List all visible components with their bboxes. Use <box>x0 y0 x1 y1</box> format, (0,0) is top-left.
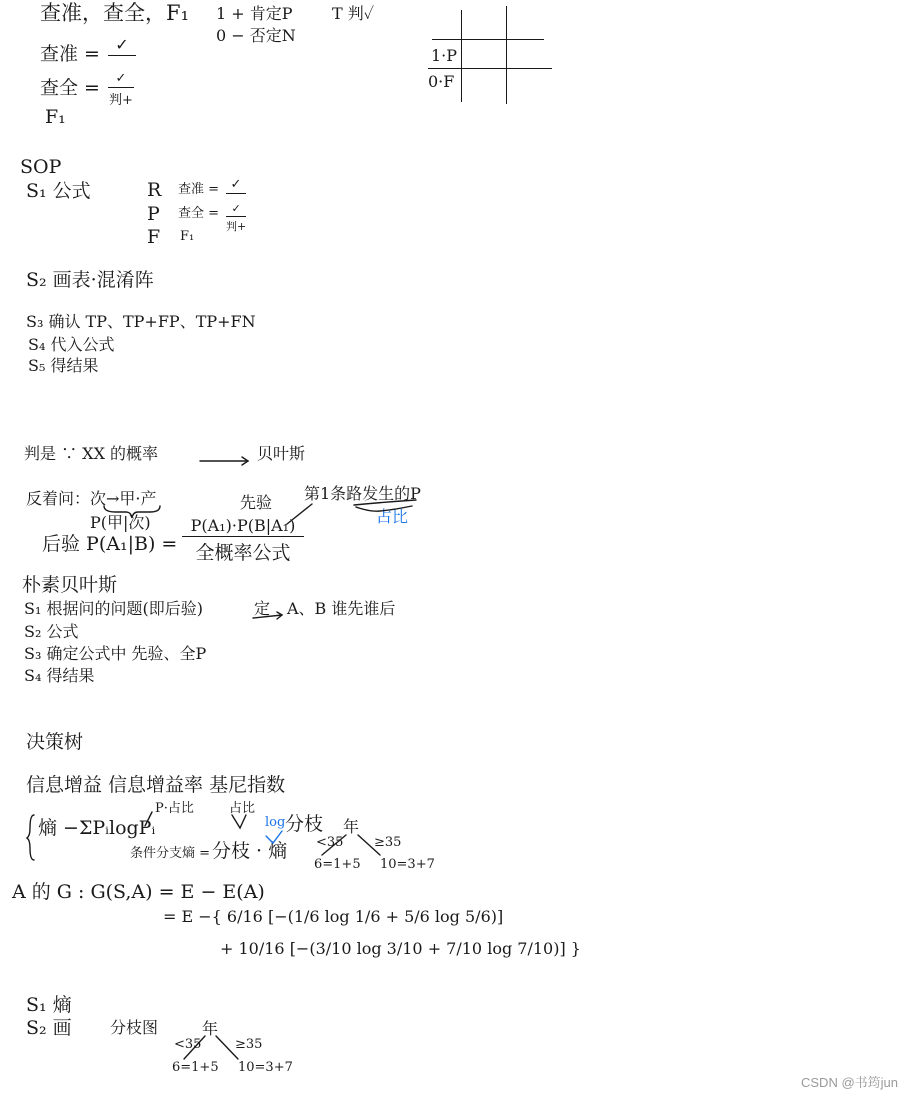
recall-label: 查全 = <box>40 77 100 99</box>
ratio-pointer <box>232 815 246 828</box>
ratio-brace <box>356 506 412 511</box>
bayes-first-path: 第1条路发生的P <box>304 484 421 503</box>
sop-p-text: 查全 = <box>178 206 220 221</box>
table-row-negative: 0·F <box>428 72 455 91</box>
tree-step-2: S₂ 画 <box>26 1017 72 1039</box>
precision-label: 查准 = <box>40 43 100 65</box>
tree-step-1: S₁ 熵 <box>26 994 72 1016</box>
sop-p-denominator: 判+ <box>226 220 247 233</box>
naive-step-2: S₂ 公式 <box>24 622 79 641</box>
tree-terms: 信息增益 信息增益率 基尼指数 <box>26 774 286 796</box>
sop-step-4: S₄ 代入公式 <box>28 335 115 354</box>
tree-right-branch <box>358 835 380 855</box>
recall-numerator: ✓ <box>115 71 127 86</box>
tree2-left-count: 6=1+5 <box>172 1060 219 1075</box>
sop-r-numerator: ✓ <box>230 177 242 192</box>
tree-age-node: 年 <box>343 817 360 836</box>
p-ratio-pointer <box>145 812 152 826</box>
sop-f-text: F₁ <box>180 229 195 244</box>
naive-bayes-title: 朴素贝叶斯 <box>22 574 118 596</box>
table-row-positive: 1·P <box>431 46 458 65</box>
sop-step-1: S₁ 公式 <box>26 180 91 202</box>
bayes-denominator: 全概率公式 <box>195 542 291 564</box>
heading-precision-recall-f1: 查准，查全，F₁ <box>40 1 189 25</box>
tree2-left-branch <box>184 1036 205 1059</box>
tree2-right-branch <box>216 1036 238 1059</box>
tree-right-count: 10=3+7 <box>380 857 435 872</box>
bayes-numerator: P(A₁)·P(B|A₁) <box>190 516 296 535</box>
bayes-given: P(甲|次) <box>90 513 151 532</box>
entropy-p-ratio: P·占比 <box>155 801 194 816</box>
tree-lt35: <35 <box>316 835 344 850</box>
posterior-to-arrow <box>253 615 282 618</box>
tree2-right-count: 10=3+7 <box>238 1060 293 1075</box>
entropy-formula: 熵 −ΣPᵢlogPᵢ <box>38 817 156 839</box>
sop-title: SOP <box>20 156 62 178</box>
naive-step-1-end: A、B 谁先谁后 <box>287 599 396 618</box>
naive-step-3: S₃ 确定公式中 先验、全P <box>24 644 207 663</box>
recall-denominator: 判+ <box>109 93 133 108</box>
prior-pointer <box>287 504 312 524</box>
sop-r-letter: R <box>147 179 162 201</box>
branch-label: 分枝 <box>285 813 324 835</box>
tree-left-branch <box>322 835 346 855</box>
bayes-name: 贝叶斯 <box>257 444 306 463</box>
tree-left-count: 6=1+5 <box>314 857 361 872</box>
bayes-prior: 先验 <box>240 493 273 512</box>
f1-label: F₁ <box>45 106 66 128</box>
entropy-brace <box>27 815 34 860</box>
sop-f-letter: F <box>147 226 161 248</box>
bayes-ratio: 占比 <box>376 507 409 526</box>
tree-title: 决策树 <box>26 731 84 753</box>
bayes-brace <box>104 506 160 518</box>
sop-p-letter: P <box>147 203 160 225</box>
bayes-ask: 反着问：次→甲·产 <box>26 489 157 508</box>
entropy-ratio: 占比 <box>229 801 256 816</box>
gain-formula: A 的 G : G(S,A) = E − E(A) <box>12 881 265 903</box>
gain-expansion-1: = E −{ 6/16 [−(1/6 log 1/6 + 5/6 log 5/6)] <box>163 907 504 926</box>
tree2-age-node: 年 <box>202 1019 219 1038</box>
bayes-posterior: 后验 P(A₁|B) = <box>42 533 178 555</box>
bayes-judge-line: 判是 ∵ XX 的概率 <box>24 444 159 463</box>
legend-positive: 1 + 肯定P <box>216 4 293 23</box>
tree2-lt35: <35 <box>174 1037 202 1052</box>
watermark: CSDN @书筠jun <box>801 1075 898 1090</box>
blue-check-mark <box>266 831 282 843</box>
tree-ge35: ≥35 <box>374 835 402 850</box>
precision-numerator: ✓ <box>115 35 129 54</box>
log-note: log <box>265 815 286 830</box>
conditional-entropy-rhs: 分枝 · 熵 <box>212 840 288 862</box>
gain-expansion-2: + 10/16 [−(3/10 log 3/10 + 7/10 log 7/10)] } <box>220 939 581 958</box>
sop-step-2: S₂ 画表·混淆阵 <box>26 269 154 291</box>
true-check-note: T 判✓ <box>332 4 375 23</box>
sop-r-text: 查准 = <box>178 182 220 197</box>
naive-step-1: S₁ 根据问的问题(即后验) <box>24 599 203 618</box>
naive-step-1-mid: 定 <box>254 599 271 618</box>
legend-negative: 0 − 否定N <box>216 26 296 45</box>
naive-step-4: S₄ 得结果 <box>24 666 95 685</box>
tree-step-2-diagram: 分枝图 <box>110 1018 159 1037</box>
conditional-entropy: 条件分支熵 = <box>130 846 211 861</box>
sop-p-numerator: ✓ <box>231 202 241 215</box>
tree2-ge35: ≥35 <box>235 1037 263 1052</box>
path-underline <box>354 500 416 505</box>
sop-step-5: S₅ 得结果 <box>28 356 99 375</box>
sop-step-3: S₃ 确认 TP、TP+FP、TP+FN <box>26 312 256 331</box>
